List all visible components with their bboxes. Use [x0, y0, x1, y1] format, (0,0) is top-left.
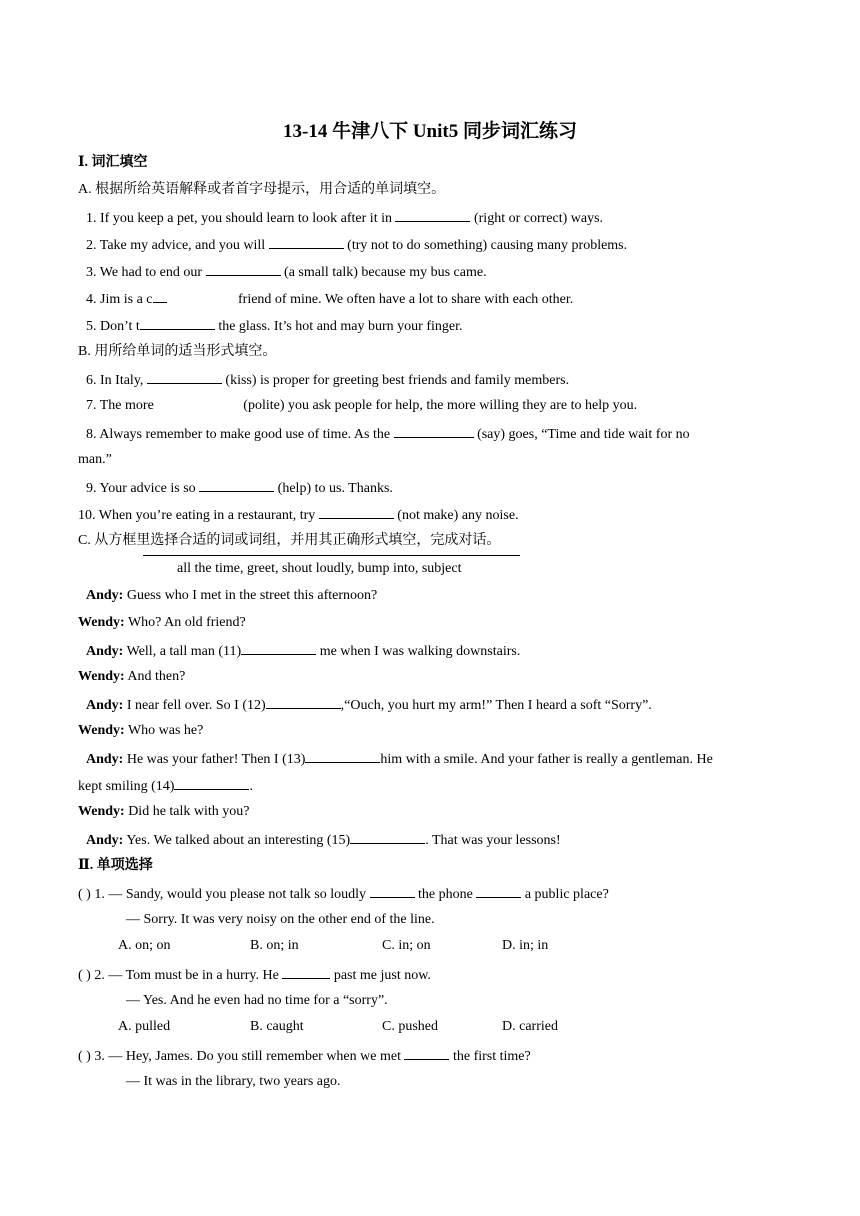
answer-blank[interactable] [174, 776, 249, 790]
option-c[interactable]: C. pushed [382, 1019, 438, 1034]
speaker-label: Andy: [86, 752, 124, 767]
speaker-label: Andy: [86, 644, 124, 659]
mc-question-1: ( ) 1. — Sandy, would you please not talk so loudly the phone a public place? [78, 884, 609, 904]
speaker-label: Wendy: [78, 804, 125, 819]
answer-blank [476, 884, 521, 898]
answer-blank[interactable] [319, 505, 394, 519]
option-b[interactable]: B. on; in [250, 938, 299, 953]
partA-instruction: A. 根据所给英语解释或者首字母提示，用合适的单词填空。 [78, 182, 446, 197]
question-1: 1. If you keep a pet, you should learn to look after it in (right or correct) ways. [86, 208, 603, 228]
question-9: 9. Your advice is so (help) to us. Thanks. [86, 478, 393, 498]
option-a[interactable]: A. pulled [118, 1019, 171, 1034]
speaker-label: Andy: [86, 833, 124, 848]
word-box: all the time, greet, shout loudly, bump into, subject [177, 561, 462, 576]
answer-blank[interactable] [394, 424, 474, 438]
answer-blank[interactable] [269, 235, 344, 249]
speaker-label: Andy: [86, 698, 124, 713]
question-5: 5. Don’t t the glass. It’s hot and may burn your finger. [86, 316, 463, 336]
dialogue-line: Wendy: Who was he? [78, 723, 204, 738]
answer-blank [282, 965, 330, 979]
dialogue-line: Wendy: Who? An old friend? [78, 615, 246, 630]
question-6: 6. In Italy, (kiss) is proper for greeting best friends and family members. [86, 370, 569, 390]
dialogue-line: Andy: I near fell over. So I (12) ,“Ouch, you hurt my arm!” Then I heard a soft “Sorry”. [86, 695, 652, 715]
answer-blank[interactable] [147, 370, 222, 384]
dialogue-line: Andy: He was your father! Then I (13) him with a smile. And your father is really a gentleman. He [86, 749, 713, 769]
mc-reply: — Yes. And he even had no time for a “sorry”. [126, 993, 388, 1008]
answer-paren[interactable]: ( ) [78, 1049, 91, 1064]
option-c[interactable]: C. in; on [382, 938, 431, 953]
mc-reply: — Sorry. It was very noisy on the other end of the line. [126, 912, 435, 927]
question-4: 4. Jim is a c friend of mine. We often have a lot to share with each other. [86, 289, 573, 309]
word-box-border [143, 555, 520, 556]
answer-blank[interactable] [305, 749, 380, 763]
answer-blank[interactable] [153, 289, 167, 303]
answer-blank[interactable] [241, 641, 316, 655]
answer-blank[interactable] [350, 830, 425, 844]
option-b[interactable]: B. caught [250, 1019, 304, 1034]
option-a[interactable]: A. on; on [118, 938, 171, 953]
page-title: 13-14 牛津八下 Unit5 同步词汇练习 [283, 121, 577, 142]
mc-reply: — It was in the library, two years ago. [126, 1074, 341, 1089]
answer-blank[interactable] [206, 262, 281, 276]
dialogue-line: Andy: Well, a tall man (11) me when I was walking downstairs. [86, 641, 520, 661]
partB-instruction: B. 用所给单词的适当形式填空。 [78, 344, 277, 359]
speaker-label: Wendy: [78, 615, 125, 630]
question-7: 7. The more (polite) you ask people for help, the more willing they are to help you. [86, 398, 638, 413]
question-8: 8. Always remember to make good use of time. As the (say) goes, “Time and tide wait for no [86, 424, 690, 444]
answer-blank[interactable] [199, 478, 274, 492]
dialogue-line: Andy: Guess who I met in the street this afternoon? [86, 588, 378, 603]
mc-question-3: ( ) 3. — Hey, James. Do you still remember when we met the first time? [78, 1046, 531, 1066]
answer-blank[interactable] [395, 208, 470, 222]
partC-instruction: C. 从方框里选择合适的词或词组，并用其正确形式填空，完成对话。 [78, 533, 501, 548]
answer-paren[interactable]: ( ) [78, 968, 91, 983]
question-8-cont: man.” [78, 452, 112, 467]
question-3: 3. We had to end our (a small talk) because my bus came. [86, 262, 487, 282]
speaker-label: Andy: [86, 588, 124, 603]
dialogue-line: Wendy: Did he talk with you? [78, 804, 250, 819]
speaker-label: Wendy: [78, 669, 125, 684]
mc-question-2: ( ) 2. — Tom must be in a hurry. He past me just now. [78, 965, 431, 985]
dialogue-line: Wendy: And then? [78, 669, 186, 684]
question-2: 2. Take my advice, and you will (try not to do something) causing many problems. [86, 235, 627, 255]
dialogue-line-cont: kept smiling (14) . [78, 776, 253, 796]
answer-blank [404, 1046, 449, 1060]
answer-paren[interactable]: ( ) [78, 887, 91, 902]
answer-blank [370, 884, 415, 898]
section2-heading: Ⅱ. 单项选择 [78, 858, 153, 873]
option-d[interactable]: D. in; in [502, 938, 549, 953]
question-10: 10. When you’re eating in a restaurant, try (not make) any noise. [78, 505, 519, 525]
dialogue-line: Andy: Yes. We talked about an interesting (15) . That was your lessons! [86, 830, 561, 850]
option-d[interactable]: D. carried [502, 1019, 558, 1034]
speaker-label: Wendy: [78, 723, 125, 738]
answer-blank[interactable] [140, 316, 215, 330]
answer-blank[interactable] [266, 695, 341, 709]
section1-heading: Ⅰ. 词汇填空 [78, 155, 148, 170]
